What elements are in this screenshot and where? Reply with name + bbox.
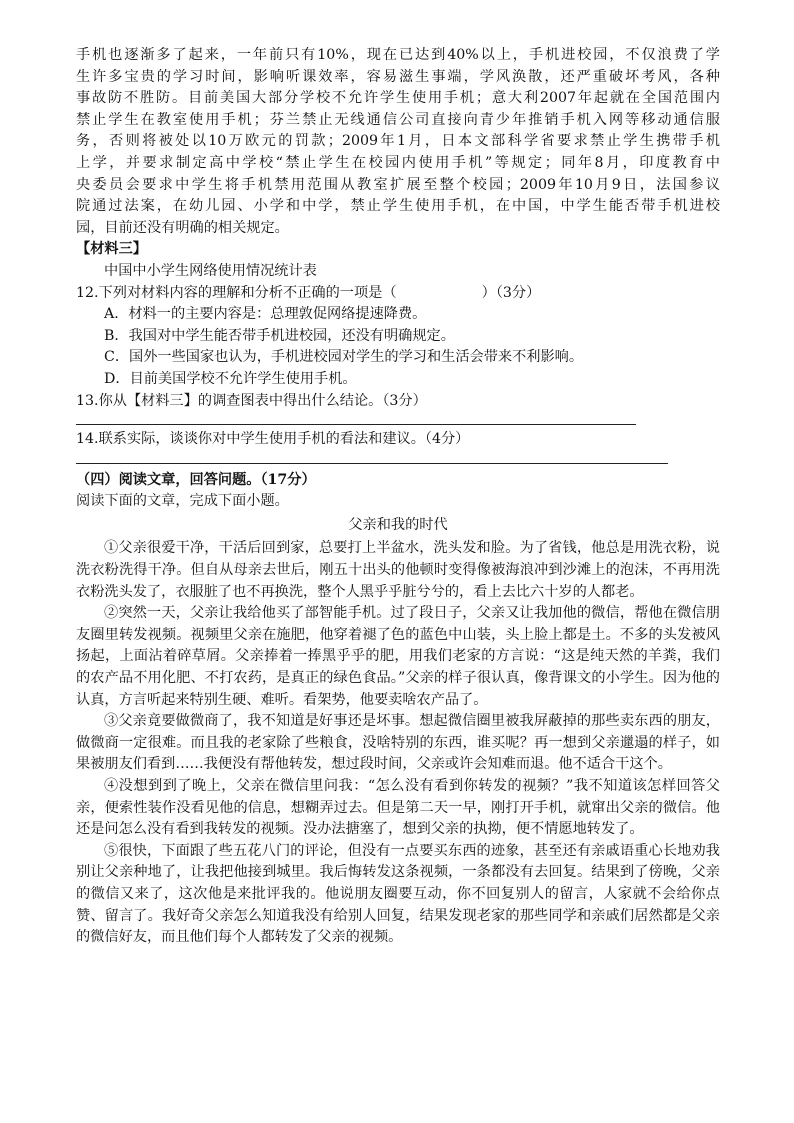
article-paragraph: ④没想到到了晚上，父亲在微信里问我：“怎么没有看到你转发的视频？”我不知道该怎样回答父亲，便索性装作没看见他的信息，想糊弄过去。但是第二天一早，刚打开手机，就窜出父亲的微信。他还是问怎么没有看到我转发的视频。没办法搪塞了，想到父亲的执拗，便不情愿地转发了。	[76, 778, 720, 838]
question-stem: 12.下列对材料内容的理解和分析不正确的一项是（ ）（3分）	[76, 284, 541, 301]
question-stem: 14.联系实际，谈谈你对中学生使用手机的看法和建议。（4分）	[76, 431, 470, 448]
intro-line: 上学，并要求制定高中学校“禁止学生在校园内使用手机”等规定；同年8月，印度教育中	[76, 154, 720, 171]
article-paragraph: ①父亲很爱干净，干活后回到家，总要打上半盆水，洗头发和脸。为了省钱，他总是用洗衣粉，说洗衣粉洗得干净。但自从母亲去世后，刚五十出头的他顿时变得像被海浪冲到沙滩上的泡沫，不再用洗衣粉洗头发了，衣服脏了也不再换洗，整个人黑乎乎脏兮兮的，看上去比六十岁的人都老。	[76, 540, 720, 600]
option-a: A．材料一的主要内容是：总理敦促网络提速降费。	[104, 306, 427, 323]
question-stem: 13.你从【材料三】的调查图表中得出什么结论。（3分）	[76, 392, 427, 409]
document-page	[76, 45, 720, 949]
question-14	[76, 429, 720, 464]
intro-line: 生许多宝贵的学习时间，影响听课效率，容易滋生事端，学风涣散，还严重破坏考风，各种	[76, 68, 720, 85]
article-paragraph: ③父亲竟要做微商了，我不知道是好事还是坏事。想起微信圈里被我屏蔽掉的那些卖东西的朋友，做微商一定很难。而且我的老家除了些粮食，没啥特别的东西，谁买呢？再一想到父亲邋遢的样子，如果被朋友们看到……我便没有帮他转发，想过段时间，父亲或许会知难而退。他不适合干这个。	[76, 713, 720, 773]
article-paragraph: ②突然一天，父亲让我给他买了部智能手机。过了段日子，父亲又让我加他的微信，帮他在微信朋友圈里转发视频。视频里父亲在施肥，他穿着褪了色的蓝色中山装，头上脸上都是土。不多的头发被风扬起，上面沾着碎草屑。父亲捧着一捧黑乎乎的肥，用我们老家的方言说：“这是纯天然的羊粪，我们的农产品不用化肥、不打农药，是真正的绿色食品。”父亲的样子很认真，像背课文的小学生。因为他的认真，方言听起来特别生硬、难听。看架势，他要卖啥农产品了。	[76, 605, 720, 708]
article-paragraph: ⑤很快，下面跟了些五花八门的评论，但没有一点要买东西的迹象，甚至还有亲戚语重心长地劝我别让父亲种地了，让我把他接到城里。我后悔转发这条视频，一条都没有去回复。结果到了傍晚，父亲的微信又来了，这次他是来批评我的。他说朋友圈要互动，你不回复别人的留言，人家就不会给你点赞、留言了。我好奇父亲怎么知道我没有给别人回复，结果发现老家的那些同学和亲戚们居然都是父亲的微信好友，而且他们每个人都转发了父亲的视频。	[76, 842, 720, 946]
material3-caption: 中国中小学生网络使用情况统计表	[104, 262, 317, 279]
article-title: 父亲和我的时代	[348, 516, 448, 533]
intro-line: 务，否则将被处以10万欧元的罚款；2009年1月，日本文部科学省要求禁止学生携带手机	[76, 133, 720, 150]
material-intro	[76, 45, 720, 239]
reading-section	[76, 470, 720, 949]
question-13	[76, 391, 720, 426]
section-instruction: 阅读下面的文章，完成下面小题。	[76, 493, 289, 510]
option-d: D．目前美国学校不允许学生使用手机。	[104, 370, 357, 387]
section-heading: （四）阅读文章，回答问题。（17分）	[76, 471, 316, 488]
intro-line: 央委员会要求中学生将手机禁用范围从教室扩展至整个校园；2009年10月9日，法国参议	[76, 176, 720, 193]
option-b: B．我国对中学生能否带手机进校园，还没有明确规定。	[104, 327, 455, 344]
intro-line: 禁止学生在教室使用手机；芬兰禁止无线通信公司直接向青少年推销手机入网等移动通信服	[76, 111, 720, 128]
answer-line[interactable]	[76, 463, 668, 464]
intro-line: 手机也逐渐多了起来，一年前只有10%，现在已达到40%以上，手机进校园，不仅浪费了学	[76, 47, 720, 63]
intro-line: 院通过法案，在幼儿园、小学和中学，禁止学生使用手机，在中国，中学生能否带手机进校	[76, 198, 720, 215]
material3-heading: 【材料三】	[76, 241, 147, 258]
intro-line: 事故防不胜防。目前美国大部分学校不允许学生使用手机；意大利2007年起就在全国范围内	[76, 90, 720, 107]
question-12	[76, 283, 720, 391]
intro-line: 园，目前还没有明确的相关规定。	[76, 219, 289, 236]
option-c: C．国外一些国家也认为，手机进校园对学生的学习和生活会带来不利影响。	[104, 349, 584, 366]
answer-line[interactable]	[76, 424, 636, 425]
